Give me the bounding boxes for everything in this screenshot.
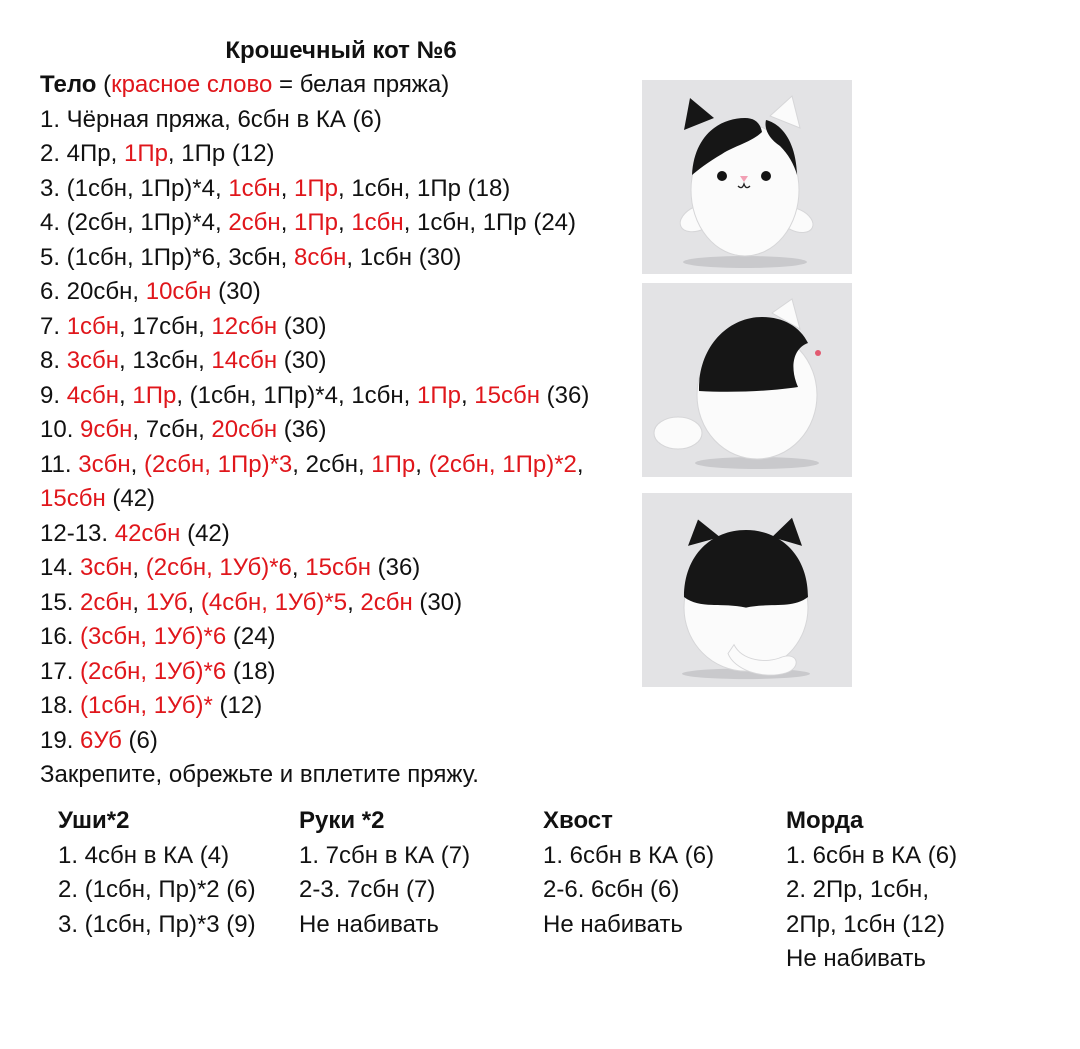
body-round-line bbox=[40, 103, 650, 138]
body-round-line bbox=[40, 310, 650, 345]
round-text-segment: (42) bbox=[180, 519, 230, 547]
ears-row: 3. (1сбн, Пр)*3 (9) bbox=[58, 910, 256, 938]
arms-row: Не набивать bbox=[299, 910, 439, 938]
cat-back-photo bbox=[642, 493, 852, 687]
round-text-segment: , 1сбн (30) bbox=[346, 243, 462, 271]
white-yarn-segment: 8сбн bbox=[294, 243, 347, 271]
white-yarn-segment: 12сбн bbox=[211, 312, 278, 340]
tail-row: 1. 6сбн в КА (6) bbox=[543, 841, 715, 869]
body-round-line bbox=[40, 344, 650, 379]
body-header: Тело (красное слово = белая пряжа) bbox=[40, 71, 450, 98]
round-text-segment: 10. bbox=[40, 416, 81, 443]
round-text-segment: , 1Пр (12) bbox=[167, 140, 275, 167]
round-text-segment: , 1сбн, 1Пр (24) bbox=[403, 209, 576, 236]
white-yarn-segment: 1Пр bbox=[417, 381, 461, 409]
tail-title: Хвост bbox=[543, 807, 613, 834]
round-text-segment: , bbox=[132, 554, 146, 581]
round-text-segment: , bbox=[187, 588, 201, 616]
body-round-line bbox=[40, 689, 650, 724]
white-yarn-segment: 1Пр bbox=[371, 450, 416, 478]
round-text-segment: , bbox=[291, 554, 306, 581]
white-yarn-segment: 3сбн bbox=[78, 450, 131, 478]
round-text-segment: (18) bbox=[226, 657, 276, 685]
white-yarn-segment: 1Уб bbox=[145, 588, 188, 616]
muzzle-row: 1. 6сбн в КА (6) bbox=[786, 841, 958, 869]
white-yarn-segment: 10сбн bbox=[145, 278, 212, 305]
white-yarn-segment: (2сбн, 1Пр)*2 bbox=[428, 450, 577, 478]
round-text-segment: 2. 4Пр, bbox=[40, 140, 124, 167]
round-text-segment: (30) bbox=[277, 347, 327, 374]
white-yarn-segment: 1Пр bbox=[123, 140, 168, 167]
round-text-segment: , (1сбн, 1Пр)*4, 1сбн, bbox=[176, 381, 417, 409]
round-text-segment: , 2сбн, bbox=[292, 450, 372, 478]
body-round-line bbox=[40, 172, 650, 207]
body-round-line bbox=[40, 724, 650, 759]
body-round-line bbox=[40, 241, 650, 276]
round-text-segment: 3. (1сбн, 1Пр)*4, bbox=[40, 174, 229, 202]
white-yarn-segment: 6Уб bbox=[80, 726, 122, 754]
white-yarn-segment: 2сбн bbox=[228, 209, 281, 236]
muzzle-title: Морда bbox=[786, 807, 864, 834]
muzzle-row: 2Пр, 1сбн (12) bbox=[786, 910, 945, 938]
pattern-title: Крошечный кот №6 bbox=[225, 37, 457, 64]
round-text-segment: 15. bbox=[40, 588, 81, 616]
white-yarn-segment: 1сбн bbox=[351, 209, 404, 236]
muzzle-row: 2. 2Пр, 1сбн, bbox=[786, 876, 929, 903]
white-yarn-segment: 15сбн bbox=[305, 554, 371, 581]
white-yarn-segment: 42сбн bbox=[114, 519, 181, 547]
cat-back-image bbox=[642, 493, 852, 687]
white-yarn-segment: 1сбн bbox=[66, 312, 120, 340]
white-yarn-segment: 15сбн bbox=[474, 381, 540, 409]
tail-section bbox=[543, 804, 783, 942]
white-yarn-segment: 15сбн bbox=[40, 485, 106, 512]
body-round-line bbox=[40, 206, 650, 241]
white-yarn-segment: 20сбн bbox=[211, 416, 278, 443]
round-text-segment: , bbox=[415, 450, 429, 478]
white-yarn-segment: (2сбн, 1Пр)*3 bbox=[143, 450, 293, 478]
white-yarn-segment: (4сбн, 1Уб)*5 bbox=[200, 588, 348, 616]
body-section-title: Тело bbox=[40, 71, 97, 98]
round-text-segment: 14. bbox=[40, 554, 81, 581]
round-text-segment: (12) bbox=[212, 692, 263, 719]
round-text-segment: 18. bbox=[40, 692, 81, 719]
round-text-segment: 19. bbox=[40, 726, 81, 754]
round-text-segment: 5. (1сбн, 1Пр)*6, 3сбн, bbox=[40, 243, 295, 271]
arms-section bbox=[299, 804, 539, 942]
round-text-segment: (36) bbox=[540, 381, 590, 409]
cat-side-photo bbox=[642, 283, 852, 477]
ears-row: 1. 4сбн в КА (4) bbox=[58, 841, 230, 869]
legend-red-word: красное слово bbox=[111, 71, 273, 98]
body-round-line bbox=[40, 482, 650, 517]
round-text-segment: , 1сбн, 1Пр (18) bbox=[337, 174, 511, 202]
round-text-segment: (30) bbox=[277, 312, 327, 340]
muzzle-section bbox=[786, 804, 1026, 977]
cat-front-photo bbox=[642, 80, 852, 274]
round-text-segment: 11. bbox=[40, 450, 79, 478]
round-text-segment: (36) bbox=[277, 416, 327, 443]
round-text-segment: 9. bbox=[40, 381, 67, 409]
arms-title: Руки *2 bbox=[299, 807, 385, 834]
round-text-segment: , 13сбн, bbox=[119, 347, 212, 374]
arms-row: 1. 7сбн в КА (7) bbox=[299, 841, 471, 869]
white-yarn-segment: (2сбн, 1Уб)*6 bbox=[145, 554, 292, 581]
round-text-segment: , bbox=[132, 588, 146, 616]
white-yarn-segment: 14сбн bbox=[211, 347, 278, 374]
round-text-segment: 12-13. bbox=[40, 519, 115, 547]
body-round-line bbox=[40, 137, 650, 172]
white-yarn-segment: 4сбн bbox=[66, 381, 120, 409]
tail-row: Не набивать bbox=[543, 910, 683, 938]
white-yarn-segment: 1Пр bbox=[294, 209, 338, 236]
body-round-line bbox=[40, 517, 650, 552]
body-round-line bbox=[40, 448, 650, 483]
round-text-segment: 16. bbox=[40, 623, 81, 650]
ears-title: Уши*2 bbox=[58, 807, 130, 834]
ears-row: 2. (1сбн, Пр)*2 (6) bbox=[58, 876, 256, 903]
body-round-line bbox=[40, 758, 650, 793]
round-text-segment: , bbox=[347, 588, 361, 616]
round-text-segment: 4. (2сбн, 1Пр)*4, bbox=[40, 209, 229, 236]
round-text-segment: , 17сбн, bbox=[119, 312, 212, 340]
round-text-segment: 7. bbox=[40, 312, 67, 340]
cat-side-image bbox=[642, 283, 852, 477]
arms-row: 2-3. 7сбн (7) bbox=[299, 876, 436, 903]
body-round-line bbox=[40, 413, 650, 448]
body-rounds-list bbox=[40, 103, 650, 793]
white-yarn-segment: 1сбн bbox=[228, 174, 281, 202]
round-text-segment: 17. bbox=[40, 657, 81, 685]
body-round-line bbox=[40, 655, 650, 690]
white-yarn-segment: 1Пр bbox=[294, 174, 338, 202]
cat-front-image bbox=[642, 80, 852, 274]
tail-row: 2-6. 6сбн (6) bbox=[543, 876, 680, 903]
round-text-segment: , bbox=[576, 450, 584, 478]
white-yarn-segment: 9сбн bbox=[80, 416, 133, 443]
round-text-segment: (6) bbox=[121, 726, 158, 754]
white-yarn-segment: 2сбн bbox=[80, 588, 133, 616]
ears-section bbox=[58, 804, 298, 942]
muzzle-row: Не набивать bbox=[786, 945, 926, 972]
round-text-segment: , bbox=[460, 381, 475, 409]
body-round-line bbox=[40, 379, 650, 414]
body-round-line bbox=[40, 275, 650, 310]
white-yarn-segment: (2сбн, 1Уб)*6 bbox=[80, 657, 227, 685]
body-round-line bbox=[40, 586, 650, 621]
round-text-segment: , 7сбн, bbox=[132, 416, 212, 443]
round-text-segment: (30) bbox=[412, 588, 463, 616]
round-text-segment: (36) bbox=[370, 554, 421, 581]
round-text-segment: , bbox=[119, 381, 133, 409]
white-yarn-segment: (1сбн, 1Уб)* bbox=[80, 692, 213, 719]
round-text-segment: 1. Чёрная пряжа, 6сбн в КА (6) bbox=[40, 105, 382, 133]
round-text-segment: (42) bbox=[105, 485, 156, 512]
white-yarn-segment: 2сбн bbox=[360, 588, 413, 616]
body-section bbox=[40, 68, 650, 793]
round-text-segment: , bbox=[280, 209, 295, 236]
round-text-segment: 6. 20сбн, bbox=[40, 278, 146, 305]
round-text-segment: , bbox=[130, 450, 144, 478]
round-text-segment: (24) bbox=[226, 623, 276, 650]
body-round-line bbox=[40, 620, 650, 655]
white-yarn-segment: (3сбн, 1Уб)*6 bbox=[80, 623, 227, 650]
round-text-segment: 8. bbox=[40, 347, 67, 374]
white-yarn-segment: 1Пр bbox=[132, 381, 177, 409]
white-yarn-segment: 3сбн bbox=[66, 347, 120, 374]
body-round-line bbox=[40, 551, 650, 586]
round-text-segment: , bbox=[337, 209, 352, 236]
round-text-segment: , bbox=[280, 174, 295, 202]
white-yarn-segment: 3сбн bbox=[80, 554, 133, 581]
round-text-segment: (30) bbox=[211, 278, 261, 305]
round-text-segment: Закрепите, обрежьте и вплетите пряжу. bbox=[40, 761, 479, 788]
